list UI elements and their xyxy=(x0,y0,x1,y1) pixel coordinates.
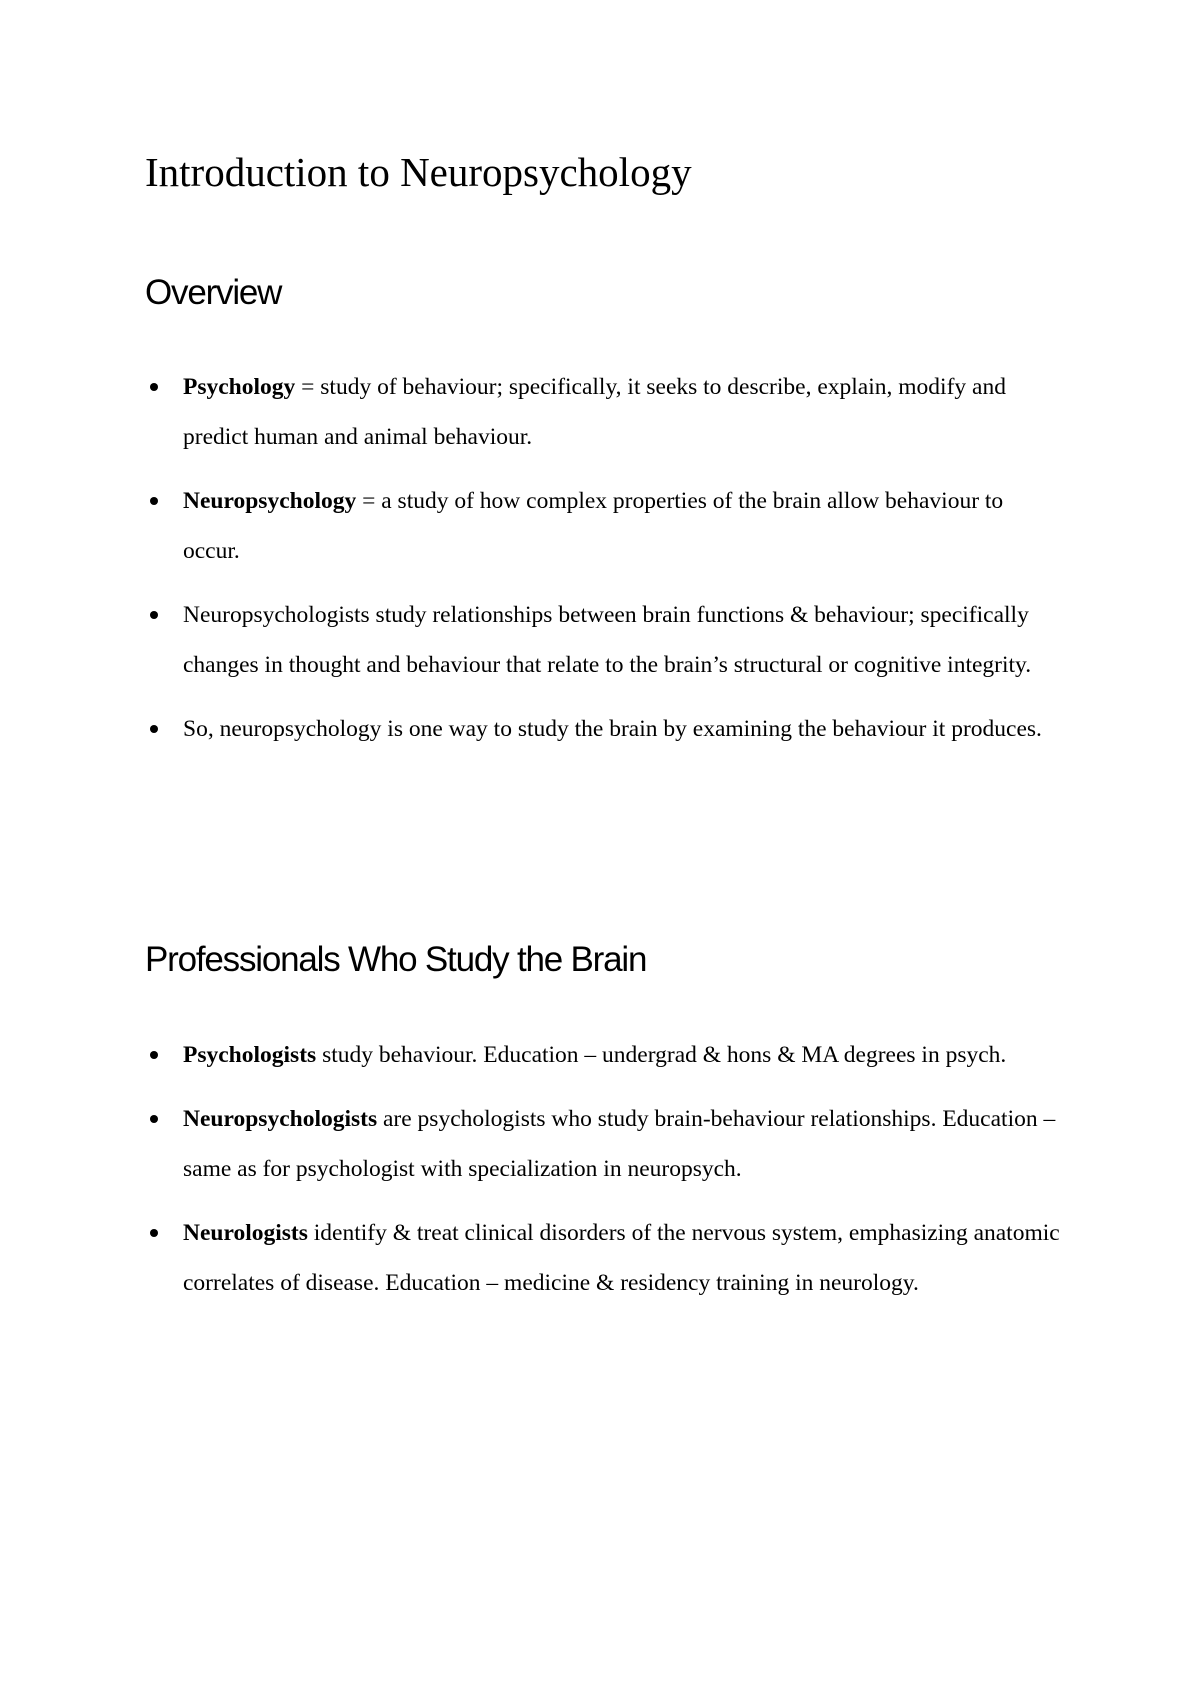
list-item xyxy=(145,590,1065,690)
term-neuropsychology: Neuropsychology xyxy=(183,488,357,514)
item-text: are psychologists who study brain-behaviour relationships. Education – same as for psychologist with specialization in neuropsych. xyxy=(183,1106,1056,1182)
definition-text: = study of behaviour; specifically, it seeks to describe, explain, modify and predict human and animal behaviour. xyxy=(183,374,1006,450)
definition-text: = a study of how complex properties of the brain allow behaviour to occur. xyxy=(183,488,1004,564)
term-psychology: Psychology xyxy=(183,374,296,400)
page-title: Introduction to Neuropsychology xyxy=(145,149,692,195)
bullet-icon xyxy=(150,725,158,733)
bullet-icon xyxy=(150,1229,158,1237)
item-text: identify & treat clinical disorders of the nervous system, emphasizing anatomic correlates of disease. Education – medicine & residency training in neurology. xyxy=(183,1220,1060,1296)
term-neurologists: Neurologists xyxy=(183,1220,308,1246)
list-item xyxy=(145,1208,1065,1308)
list-item xyxy=(145,476,1065,576)
bullet-icon xyxy=(150,497,158,505)
bullet-icon xyxy=(150,1051,158,1059)
term-psychologists: Psychologists xyxy=(183,1042,317,1068)
bullet-icon xyxy=(150,1115,158,1123)
list-item xyxy=(145,704,1065,754)
list-item xyxy=(145,362,1065,462)
bullet-icon xyxy=(150,383,158,391)
item-text: study behaviour. Education – undergrad & hons & MA degrees in psych. xyxy=(316,1042,1007,1068)
section-heading-professionals: Professionals Who Study the Brain xyxy=(145,940,647,979)
overview-bullet-list xyxy=(145,362,1065,768)
item-text: Neuropsychologists study relationships between brain functions & behaviour; specifically changes in thought and behaviour that relate to the brain’s structural or cognitive integrity. xyxy=(183,602,1032,678)
term-neuropsychologists: Neuropsychologists xyxy=(183,1106,378,1132)
item-text: So, neuropsychology is one way to study the brain by examining the behaviour it produces. xyxy=(183,716,1042,742)
list-item xyxy=(145,1094,1065,1194)
list-item xyxy=(145,1030,1065,1080)
bullet-icon xyxy=(150,611,158,619)
section-heading-overview: Overview xyxy=(145,273,282,312)
professionals-bullet-list xyxy=(145,1030,1065,1322)
